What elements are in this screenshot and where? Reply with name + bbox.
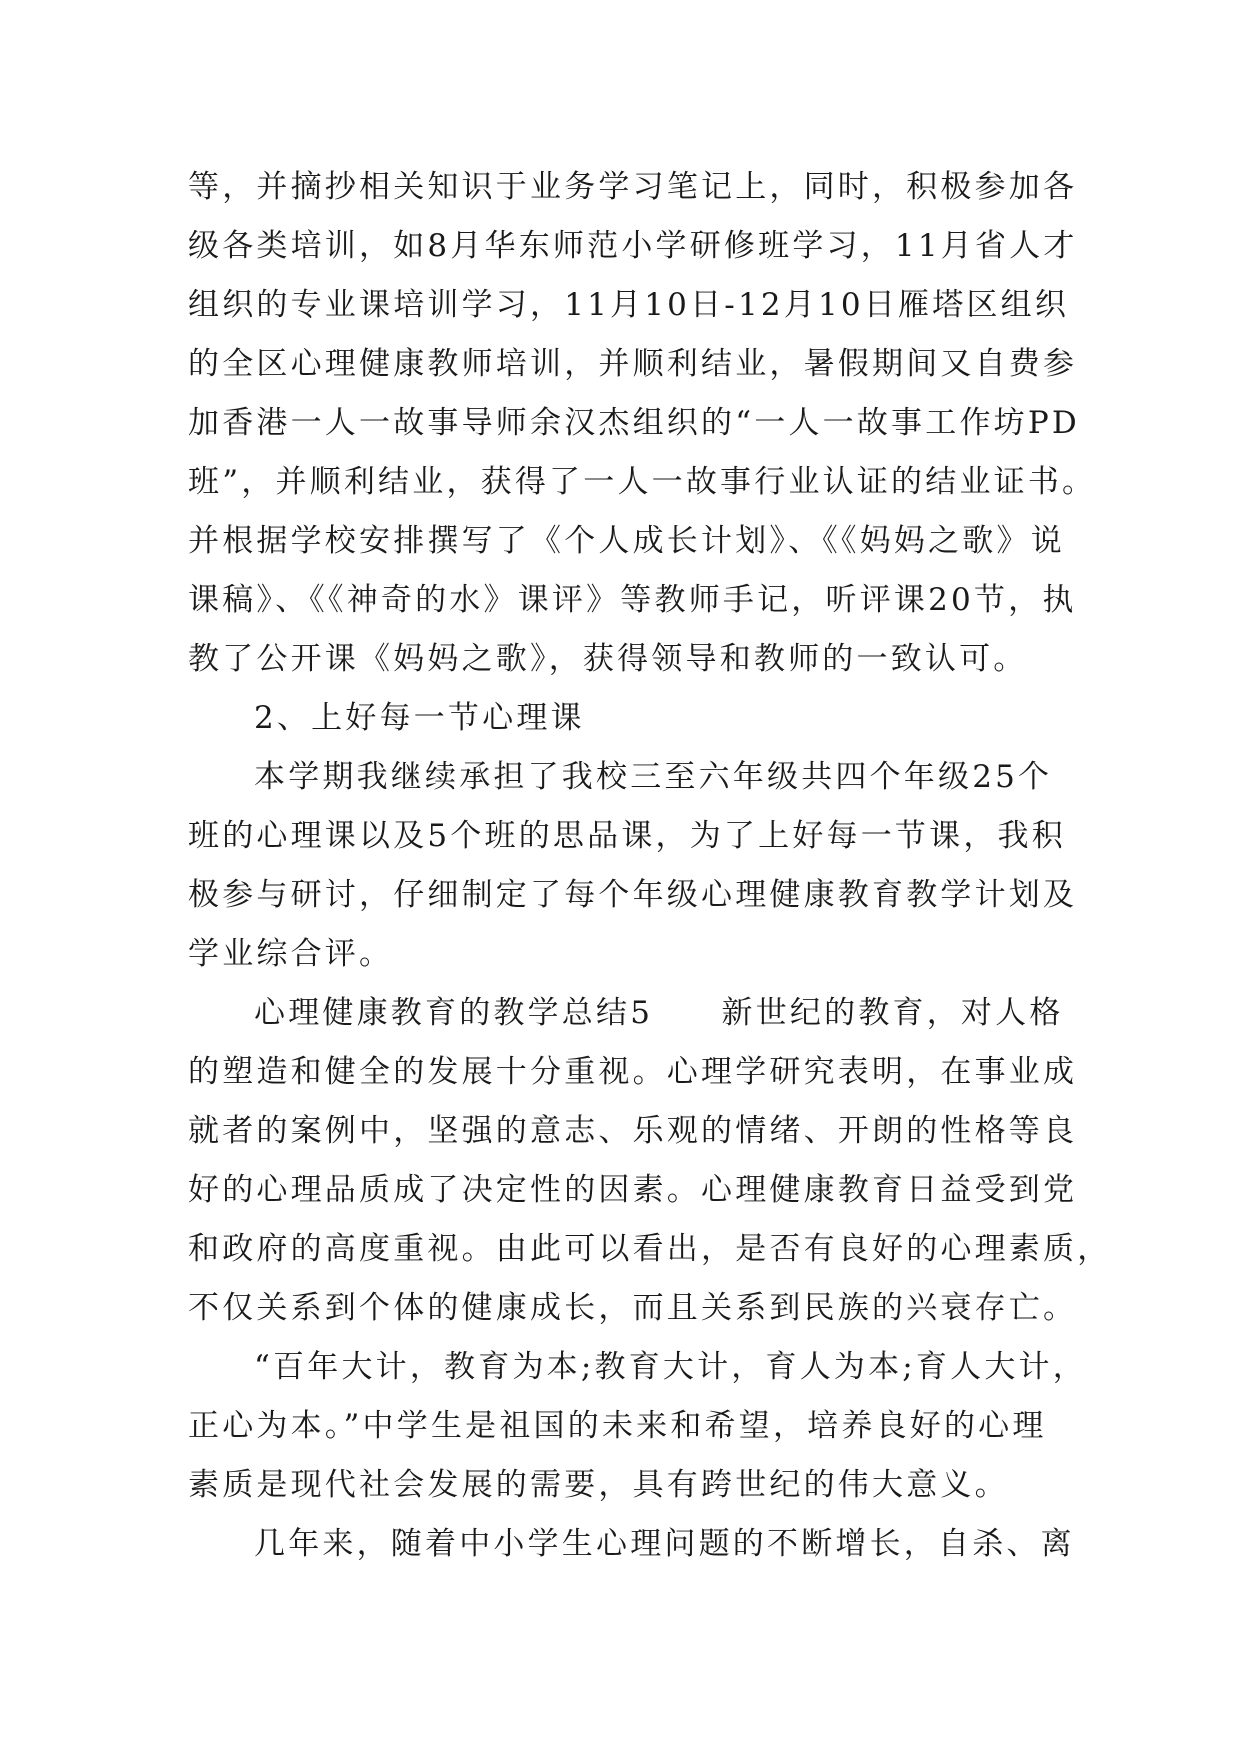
text-line: 班”，并顺利结业，获得了一人一故事行业认证的结业证书。	[188, 464, 1097, 500]
text-line: 正心为本。”中学生是祖国的未来和希望，培养良好的心理	[188, 1408, 1047, 1444]
text-line: 就者的案例中，坚强的意志、乐观的情绪、开朗的性格等良	[188, 1113, 1078, 1149]
section-heading: 2、上好每一节心理课	[254, 700, 585, 736]
text-line: 学业综合评。	[188, 936, 394, 972]
text-line: 组织的专业课培训学习，11月10日-12月10日雁塔区组织	[188, 287, 1070, 323]
text-line: 等，并摘抄相关知识于业务学习笔记上，同时，积极参加各	[188, 169, 1078, 205]
paragraph-start-line: 心理健康教育的教学总结5 新世纪的教育，对人格	[254, 995, 1064, 1031]
body-text	[188, 158, 1112, 1574]
text-line: 教了公开课《妈妈之歌》，获得领导和教师的一致认可。	[188, 641, 1028, 677]
text-line: 极参与研讨，仔细制定了每个年级心理健康教育教学计划及	[188, 877, 1078, 913]
paragraph-start-line: “百年大计，教育为本;教育大计，育人为本;育人大计，	[254, 1349, 1087, 1385]
text-line: 级各类培训，如8月华东师范小学研修班学习，11月省人才	[188, 228, 1078, 264]
text-line: 班的心理课以及5个班的思品课，为了上好每一节课，我积	[188, 818, 1066, 854]
text-line: 的塑造和健全的发展十分重视。心理学研究表明，在事业成	[188, 1054, 1078, 1090]
text-line: 并根据学校安排撰写了《个人成长计划》、《《妈妈之歌》说	[188, 523, 1065, 559]
text-line: 好的心理品质成了决定性的因素。心理健康教育日益受到党	[188, 1172, 1078, 1208]
text-line: 和政府的高度重视。由此可以看出，是否有良好的心理素质，	[188, 1231, 1112, 1267]
text-line: 的全区心理健康教师培训，并顺利结业，暑假期间又自费参	[188, 346, 1078, 382]
paragraph-start-line: 几年来，随着中小学生心理问题的不断增长，自杀、离	[254, 1526, 1075, 1562]
text-line: 不仅关系到个体的健康成长，而且关系到民族的兴衰存亡。	[188, 1290, 1078, 1326]
text-line: 加香港一人一故事导师余汉杰组织的“一人一故事工作坊PD	[188, 405, 1080, 441]
text-line: 课稿》、《《神奇的水》课评》等教师手记，听评课20节，执	[188, 582, 1077, 618]
text-line: 素质是现代社会发展的需要，具有跨世纪的伟大意义。	[188, 1467, 1009, 1503]
paragraph-start-line: 本学期我继续承担了我校三至六年级共四个年级25个	[254, 759, 1053, 795]
